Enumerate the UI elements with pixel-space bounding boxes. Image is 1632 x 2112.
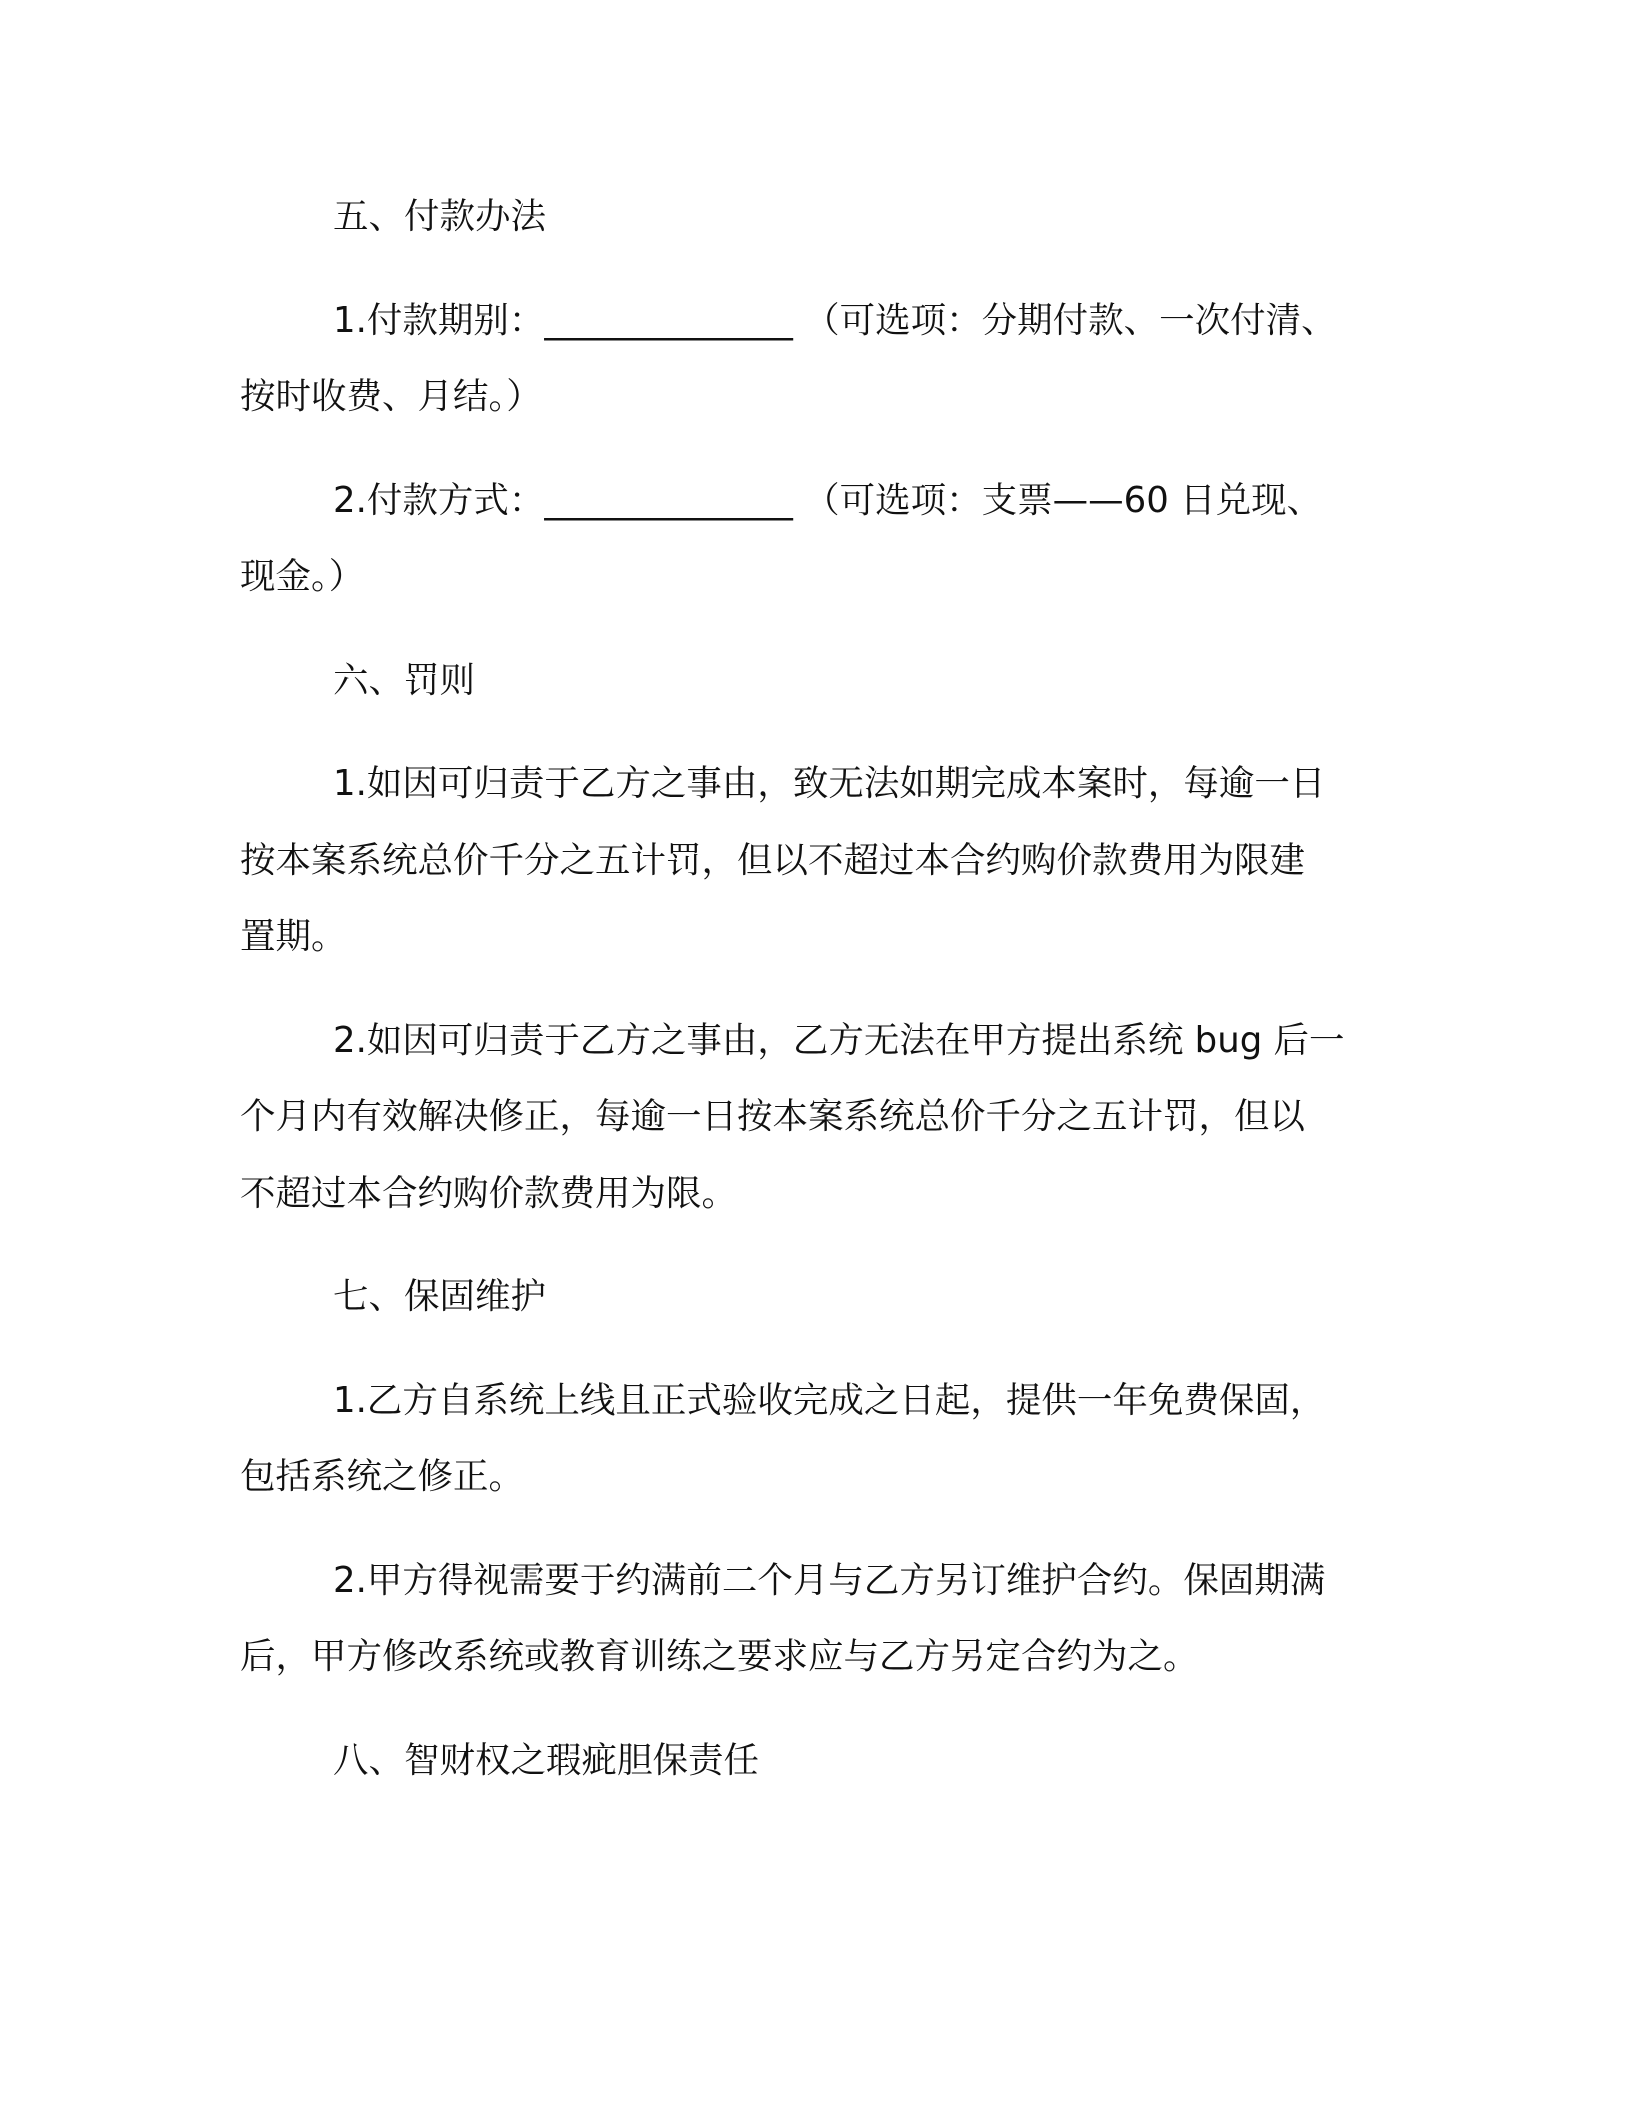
paragraph-line: 2.甲方得视需要于约满前二个月与乙方另订维护合约。保固期满 bbox=[333, 1559, 1326, 1601]
paragraph-line: 2.如因可归责于乙方之事由，乙方无法在甲方提出系统 bug 后一 bbox=[333, 1019, 1345, 1061]
paragraph-6-1 bbox=[240, 746, 1432, 976]
paragraph-line: 后，甲方修改系统或教育训练之要求应与乙方另定合约为之。 bbox=[240, 1636, 1199, 1677]
section-heading-7 bbox=[240, 1259, 1432, 1336]
paragraph-6-2 bbox=[240, 1003, 1432, 1233]
paragraph-line: 1.乙方自系统上线且正式验收完成之日起，提供一年免费保固， bbox=[333, 1379, 1326, 1421]
paragraph-line: 现金。） bbox=[240, 556, 365, 597]
paragraph-7-1 bbox=[240, 1363, 1432, 1516]
heading-text: 六、罚则 bbox=[333, 659, 476, 701]
paragraph-line: 按时收费、月结。） bbox=[240, 376, 542, 417]
paragraph-5-2 bbox=[240, 463, 1432, 616]
paragraph-7-2 bbox=[240, 1543, 1432, 1696]
paragraph-line: 不超过本合约购价款费用为限。 bbox=[240, 1172, 738, 1214]
paragraph-line: 个月内有效解决修正，每逾一日按本案系统总价千分之五计罚，但以 bbox=[240, 1096, 1306, 1137]
paragraph-line: 按本案系统总价千分之五计罚，但以不超过本合约购价款费用为限建 bbox=[240, 839, 1306, 881]
heading-text: 七、保固维护 bbox=[333, 1276, 547, 1317]
heading-text: 八、智财权之瑕疵胆保责任 bbox=[333, 1739, 760, 1781]
heading-text: 五、付款办法 bbox=[333, 196, 547, 237]
paragraph-line: 包括系统之修正。 bbox=[240, 1456, 525, 1497]
paragraph-line: 置期。 bbox=[240, 916, 347, 957]
section-heading-5 bbox=[240, 179, 1432, 256]
paragraph-line: 1.如因可归责于乙方之事由，致无法如期完成本案时，每逾一日 bbox=[333, 763, 1326, 804]
section-heading-6 bbox=[240, 643, 1432, 720]
paragraph-line: 2.付款方式：______________ （可选项：支票——60 日兑现、 bbox=[333, 479, 1323, 521]
section-heading-8 bbox=[240, 1723, 1432, 1800]
paragraph-line: 1.付款期别：______________ （可选项：分期付款、一次付清、 bbox=[333, 299, 1337, 341]
paragraph-5-1 bbox=[240, 283, 1432, 436]
